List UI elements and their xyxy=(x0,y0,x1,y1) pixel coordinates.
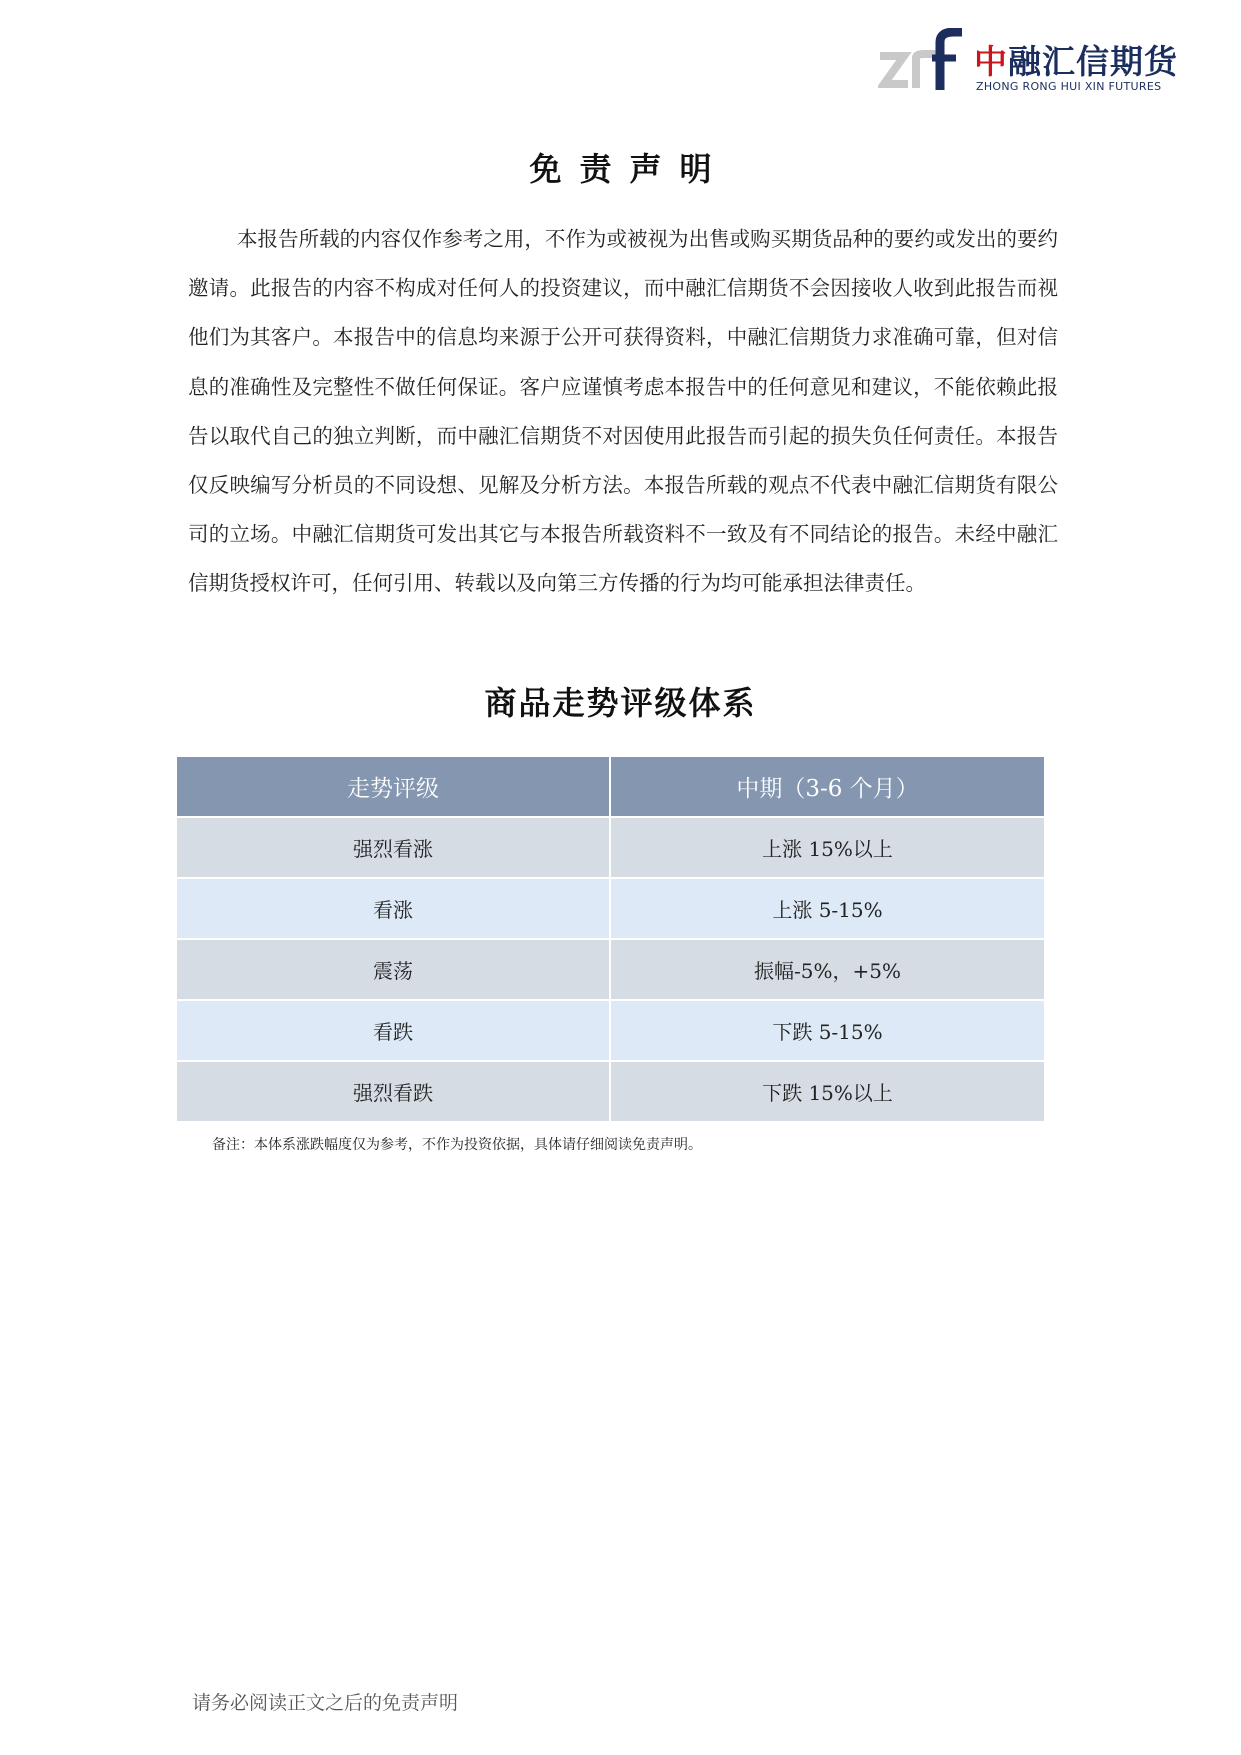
logo-english-name: ZHONG RONG HUI XIN FUTURES xyxy=(976,80,1162,93)
company-logo xyxy=(878,28,1178,96)
range-cell: 振幅-5%，+5% xyxy=(610,939,1044,1000)
rating-cell: 强烈看涨 xyxy=(177,817,610,878)
footer-disclaimer-reminder: 请务必阅读正文之后的免责声明 xyxy=(192,1692,459,1714)
rating-cell: 看跌 xyxy=(177,1000,610,1061)
rating-cell: 看涨 xyxy=(177,878,610,939)
logo-chinese-name-rest: 融汇信期货 xyxy=(1008,42,1178,81)
rating-table xyxy=(177,757,1044,1123)
range-cell: 下跌 5-15% xyxy=(610,1000,1044,1061)
header-mid-term: 中期（3-6 个月） xyxy=(610,757,1044,817)
rating-cell: 震荡 xyxy=(177,939,610,1000)
table-row xyxy=(177,817,1044,878)
logo-chinese-name xyxy=(974,36,1178,83)
zrf-logo-mark xyxy=(878,28,962,92)
range-cell: 上涨 5-15% xyxy=(610,878,1044,939)
rating-table-header-row xyxy=(177,757,1044,817)
rating-system-title: 商品走势评级体系 xyxy=(484,684,757,722)
disclaimer-body: 本报告所载的内容仅作参考之用，不作为或被视为出售或购买期货品种的要约或发出的要约邀请。此报告的内容不构成对任何人的投资建议，而中融汇信期货不会因接收人收到此报告而视他们为其客户。本报告中的信息均来源于公开可获得资料，中融汇信期货力求准确可靠，但对信息的准确性及完整性不做任何保证。客户应谨慎考虑本报告中的任何意见和建议，不能依赖此报告以取代自己的独立判断，而中融汇信期货不对因使用此报告而引起的损失负任何责任。本报告仅反映编写分析员的不同设想、见解及分析方法。本报告所载的观点不代表中融汇信期货有限公司的立场。中融汇信期货可发出其它与本报告所载资料不一致及有不同结论的报告。未经中融汇信期货授权许可，任何引用、转载以及向第三方传播的行为均可能承担法律责任。 xyxy=(188,227,1058,596)
range-cell: 下跌 15%以上 xyxy=(610,1061,1044,1122)
table-row xyxy=(177,1061,1044,1122)
table-row xyxy=(177,878,1044,939)
logo-chinese-name-accent: 中 xyxy=(974,42,1008,81)
table-row xyxy=(177,1000,1044,1061)
rating-table-note: 备注：本体系涨跌幅度仅为参考，不作为投资依据，具体请仔细阅读免责声明。 xyxy=(212,1137,702,1153)
table-row xyxy=(177,939,1044,1000)
range-cell: 上涨 15%以上 xyxy=(610,817,1044,878)
header-trend-rating: 走势评级 xyxy=(177,757,610,817)
disclaimer-title: 免责声明 xyxy=(529,150,730,188)
rating-cell: 强烈看跌 xyxy=(177,1061,610,1122)
